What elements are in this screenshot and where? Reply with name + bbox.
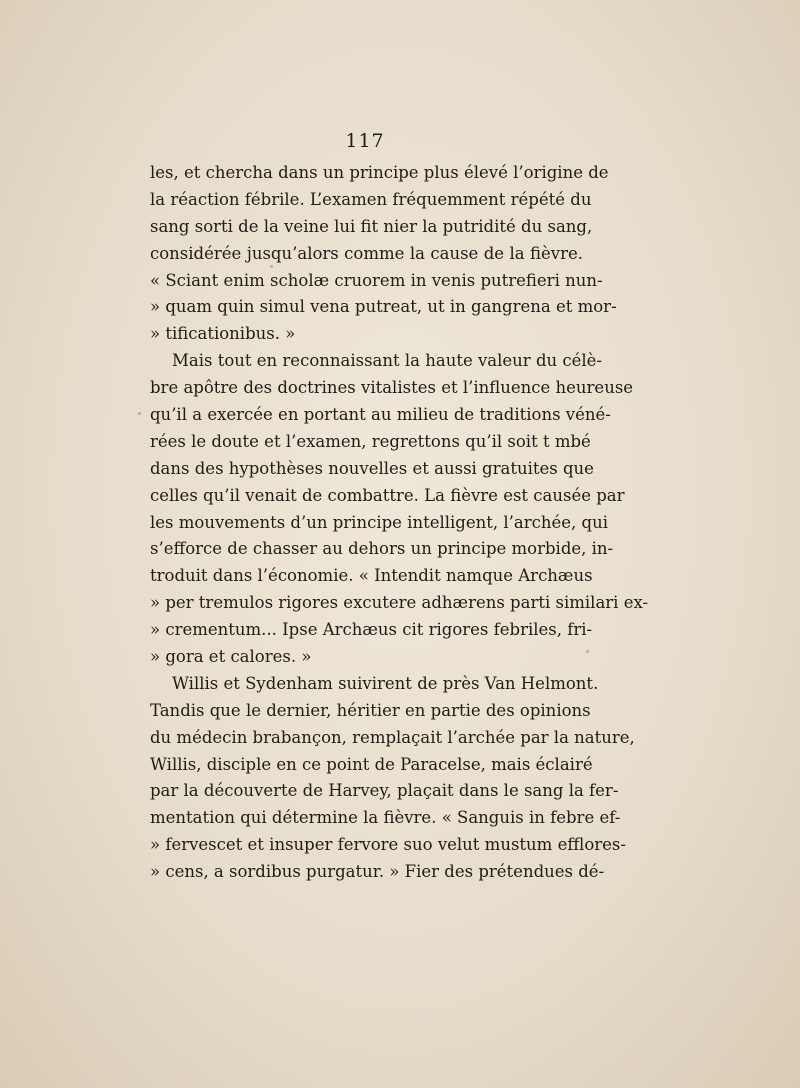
paper-speck bbox=[270, 265, 273, 268]
paper-speck bbox=[586, 650, 589, 653]
page-number: 117 bbox=[345, 130, 385, 152]
text-line: » crementum... Ipse Archæus cit rigores febriles, fri- bbox=[150, 620, 593, 640]
text-line: » gora et calores. » bbox=[150, 647, 312, 667]
text-line: » cens, a sordibus purgatur. » Fier des prétendues dé- bbox=[150, 862, 605, 882]
text-line: du médecin brabançon, remplaçait l’archée par la nature, bbox=[150, 727, 635, 747]
text-line: la réaction fébrile. L’examen fréquemment répété du bbox=[150, 189, 592, 209]
text-line: » fervescet et insuper fervore suo velut mustum efflores- bbox=[150, 835, 626, 855]
text-line: bre apôtre des doctrines vitalistes et l’influence heureuse bbox=[150, 378, 634, 398]
text-line: « Sciant enim scholæ cruorem in venis putrefieri nun- bbox=[150, 270, 603, 290]
text-line: » per tremulos rigores excutere adhærens parti similari ex- bbox=[150, 593, 649, 613]
text-line: Willis, disciple en ce point de Paracelse, mais éclairé bbox=[150, 754, 593, 774]
text-line: Willis et Sydenham suivirent de près Van Helmont. bbox=[172, 673, 599, 693]
text-line: sang sorti de la veine lui fit nier la putridité du sang, bbox=[150, 216, 593, 236]
body-text bbox=[150, 160, 649, 886]
text-line: mentation qui détermine la fièvre. « Sanguis in febre ef- bbox=[150, 808, 621, 828]
text-line: les mouvements d’un principe intelligent, l’archée, qui bbox=[150, 512, 608, 532]
text-line: considérée jusqu’alors comme la cause de la fièvre. bbox=[150, 243, 583, 263]
text-line: troduit dans l’économie. « Intendit namque Archæus bbox=[150, 566, 593, 586]
text-line: » tificationibus. » bbox=[150, 324, 296, 344]
text-line: » quam quin simul vena putreat, ut in gangrena et mor- bbox=[150, 297, 617, 317]
text-line: s’efforce de chasser au dehors un principe morbide, in- bbox=[150, 539, 614, 559]
text-line: Mais tout en reconnaissant la haute valeur du célè- bbox=[172, 351, 602, 371]
paper-speck bbox=[138, 412, 141, 415]
text-line: Tandis que le dernier, héritier en partie des opinions bbox=[150, 700, 591, 720]
text-line: les, et chercha dans un principe plus élevé l’origine de bbox=[150, 163, 609, 182]
text-line: par la découverte de Harvey, plaçait dans le sang la fer- bbox=[150, 781, 619, 801]
text-line: rées le doute et l’examen, regrettons qu’il soit t mbé bbox=[150, 431, 591, 451]
text-line: dans des hypothèses nouvelles et aussi gratuites que bbox=[150, 458, 594, 478]
text-line: celles qu’il venait de combattre. La fièvre est causée par bbox=[150, 485, 625, 505]
text-line: qu’il a exercée en portant au milieu de traditions véné- bbox=[150, 405, 611, 425]
